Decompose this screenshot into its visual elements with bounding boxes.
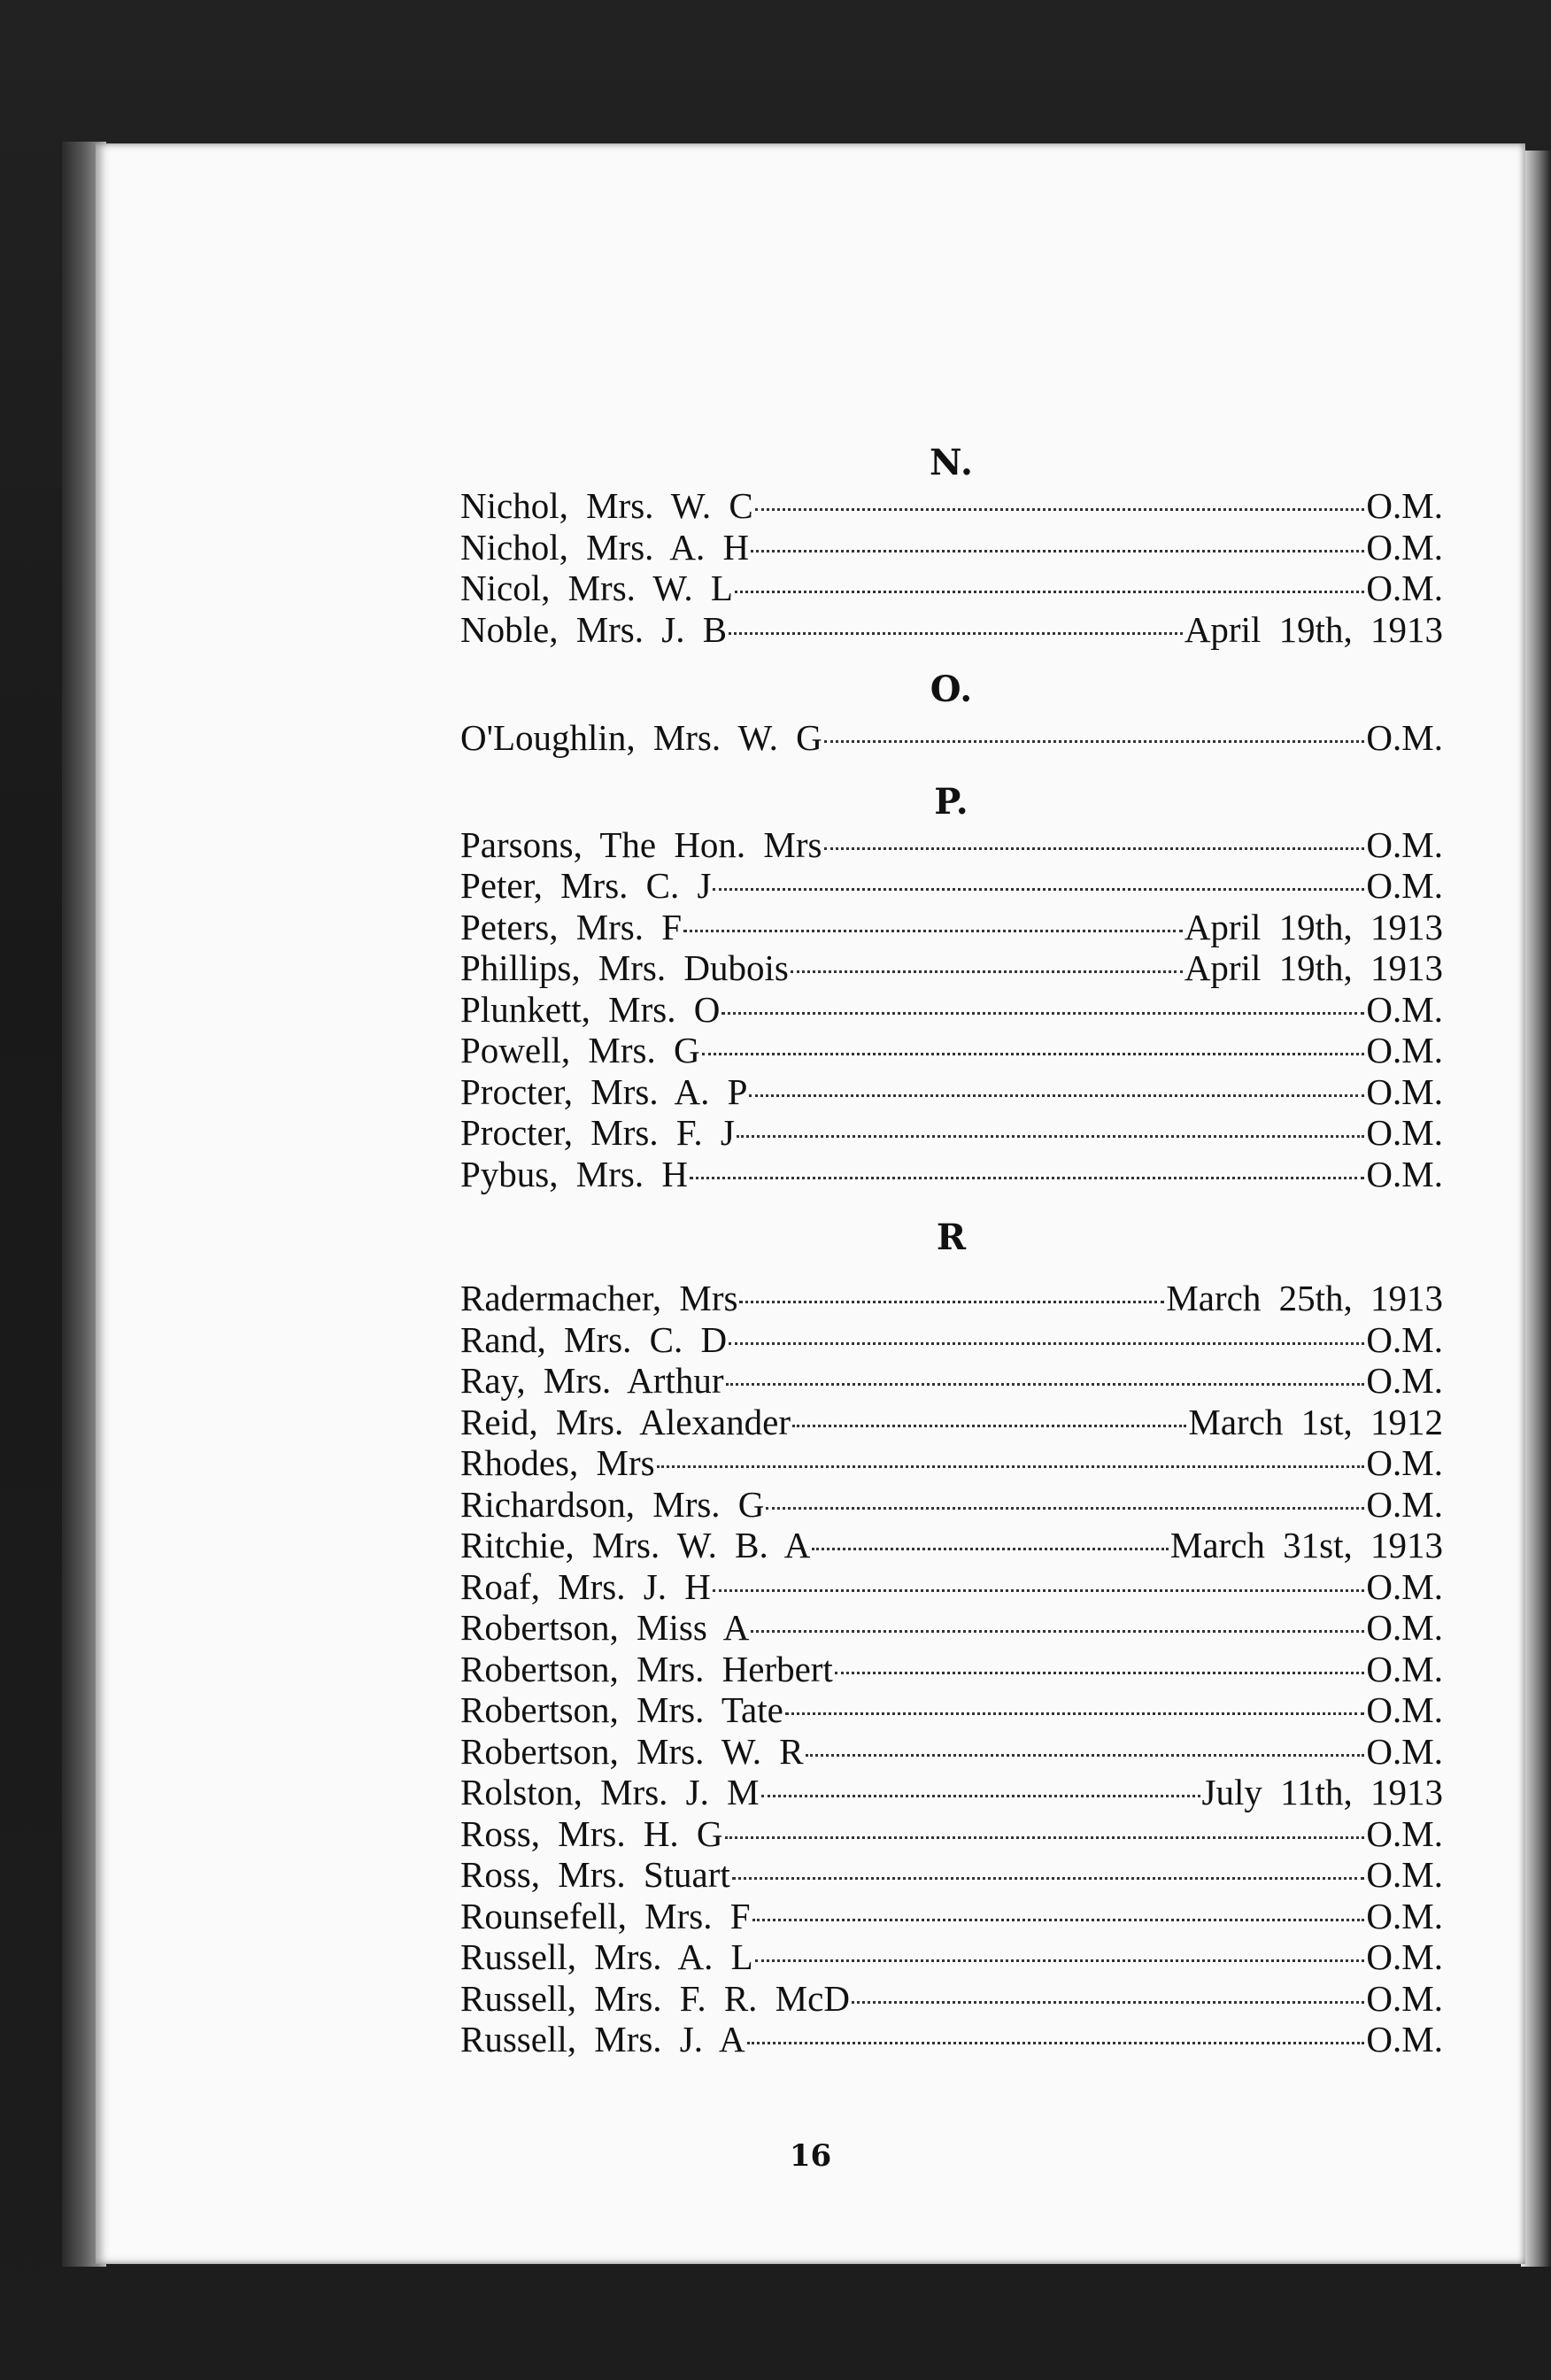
- list-entry: [460, 1813, 1443, 1855]
- dot-leader: [690, 1177, 1364, 1179]
- entry-status: O.M.: [1366, 1153, 1443, 1194]
- list-entry: [460, 1442, 1443, 1484]
- entry-status: April 19th, 1913: [1184, 947, 1443, 988]
- dot-leader: [792, 1425, 1186, 1427]
- entry-status: O.M.: [1366, 1442, 1443, 1483]
- dot-leader: [713, 1589, 1365, 1592]
- entry-status: O.M.: [1366, 1977, 1443, 2019]
- entry-name: Robertson, Miss A: [460, 1607, 750, 1648]
- list-entry: [460, 1360, 1443, 1402]
- entry-name: Peters, Mrs. F: [460, 906, 683, 947]
- entry-status: April 19th, 1913: [1184, 608, 1443, 650]
- list-entry: [460, 1402, 1443, 1443]
- list-entry: [460, 1319, 1443, 1361]
- list-entry: [460, 1278, 1443, 1319]
- entry-status: O.M.: [1366, 1318, 1443, 1360]
- list-entry: [460, 2019, 1443, 2060]
- entry-status: O.M.: [1366, 865, 1443, 906]
- entry-name: Plunkett, Mrs. O: [460, 988, 721, 1030]
- dot-leader: [852, 2001, 1364, 2004]
- section-heading-n: N.: [930, 442, 974, 483]
- entry-name: Noble, Mrs. J. B: [460, 608, 728, 650]
- list-entry: [460, 1731, 1443, 1773]
- entry-name: Nicol, Mrs. W. L: [460, 568, 733, 608]
- list-entry: [460, 1978, 1443, 2020]
- entry-status: March 25th, 1913: [1166, 1278, 1443, 1318]
- dot-leader: [751, 1630, 1364, 1633]
- entry-name: Powell, Mrs. G: [460, 1030, 700, 1070]
- entry-name: Nichol, Mrs. W. C: [460, 485, 753, 526]
- entry-name: Rand, Mrs. C. D: [460, 1318, 728, 1360]
- entry-status: O.M.: [1366, 1648, 1443, 1689]
- dot-leader: [729, 1342, 1364, 1345]
- entry-name: Peter, Mrs. C. J: [460, 865, 712, 906]
- entry-name: Procter, Mrs. F. J: [460, 1112, 735, 1153]
- entry-status: O.M.: [1366, 1689, 1443, 1730]
- entry-name: Procter, Mrs. A. P: [460, 1070, 748, 1112]
- entry-status: O.M.: [1366, 988, 1443, 1030]
- list-entry: [460, 1071, 1443, 1113]
- list-entry: [460, 1649, 1443, 1690]
- member-list: [460, 443, 1443, 2060]
- dot-leader: [785, 1712, 1365, 1715]
- list-entry: [460, 865, 1443, 907]
- entry-status: O.M.: [1366, 1070, 1443, 1112]
- list-entry: [460, 907, 1443, 948]
- list-entry: [460, 1689, 1443, 1731]
- entry-name: Ray, Mrs. Arthur: [460, 1360, 724, 1401]
- list-entry: [460, 1566, 1443, 1608]
- entry-status: O.M.: [1366, 1483, 1443, 1525]
- list-entry: [460, 1772, 1443, 1813]
- entry-name: Robertson, Mrs. Herbert: [460, 1648, 833, 1689]
- dot-leader: [702, 1053, 1365, 1055]
- entry-name: Ritchie, Mrs. W. B. A: [460, 1525, 811, 1565]
- document-page: [96, 143, 1525, 2264]
- entry-status: O.M.: [1366, 1112, 1443, 1153]
- entry-status: O.M.: [1366, 526, 1443, 568]
- list-entry: [460, 1896, 1443, 1937]
- list-entry: [460, 1112, 1443, 1154]
- dot-leader: [766, 1507, 1364, 1510]
- entry-status: March 31st, 1913: [1169, 1525, 1443, 1565]
- section-list-p: [460, 824, 1443, 1195]
- dot-leader: [683, 930, 1183, 932]
- entry-status: O.M.: [1366, 717, 1443, 758]
- list-entry: [460, 824, 1443, 866]
- entry-status: O.M.: [1366, 823, 1443, 865]
- dot-leader: [824, 847, 1365, 850]
- list-entry: [460, 1484, 1443, 1526]
- entry-name: Ross, Mrs. H. G: [460, 1812, 723, 1854]
- section-list-r: [460, 1278, 1443, 2060]
- entry-name: Rhodes, Mrs: [460, 1442, 655, 1483]
- entry-status: O.M.: [1366, 1854, 1443, 1895]
- list-entry: [460, 1030, 1443, 1071]
- entry-status: O.M.: [1366, 485, 1443, 526]
- entry-status: O.M.: [1366, 1895, 1443, 1936]
- list-entry: [460, 717, 1443, 759]
- entry-name: Robertson, Mrs. Tate: [460, 1689, 783, 1730]
- dot-leader: [739, 1301, 1164, 1303]
- entry-name: Parsons, The Hon. Mrs: [460, 823, 822, 865]
- dot-leader: [749, 1094, 1364, 1097]
- entry-name: Radermacher, Mrs: [460, 1278, 738, 1318]
- entry-status: O.M.: [1366, 1565, 1443, 1607]
- entry-name: Rounsefell, Mrs. F: [460, 1895, 751, 1936]
- section-heading-p: P.: [934, 780, 969, 823]
- list-entry: [460, 1525, 1443, 1566]
- dot-leader: [657, 1465, 1365, 1468]
- entry-name: Russell, Mrs. F. R. McD: [460, 1977, 850, 2019]
- section-list-n: [460, 485, 1443, 650]
- dot-leader: [806, 1754, 1365, 1757]
- entry-status: O.M.: [1366, 1730, 1443, 1772]
- section-list-o: [460, 717, 1443, 759]
- entry-name: Pybus, Mrs. H: [460, 1153, 688, 1194]
- list-entry: [460, 1607, 1443, 1649]
- dot-leader: [751, 550, 1364, 552]
- list-entry: [460, 947, 1443, 989]
- entry-name: Rolston, Mrs. J. M: [460, 1772, 760, 1812]
- dot-leader: [732, 1877, 1365, 1880]
- list-entry: [460, 568, 1443, 609]
- entry-name: Phillips, Mrs. Dubois: [460, 947, 789, 988]
- entry-name: Robertson, Mrs. W. R: [460, 1730, 804, 1772]
- dot-leader: [713, 888, 1364, 891]
- list-entry: [460, 485, 1443, 527]
- dot-leader: [755, 1959, 1365, 1962]
- section-heading-o: O.: [930, 668, 974, 710]
- dot-leader: [835, 1672, 1365, 1674]
- dot-leader: [824, 740, 1365, 743]
- entry-name: Russell, Mrs. A. L: [460, 1936, 753, 1977]
- dot-leader: [721, 1012, 1364, 1015]
- entry-status: April 19th, 1913: [1184, 906, 1443, 947]
- entry-name: Reid, Mrs. Alexander: [460, 1401, 791, 1442]
- dot-leader: [726, 1383, 1365, 1386]
- entry-status: March 1st, 1912: [1188, 1401, 1443, 1442]
- dot-leader: [791, 970, 1183, 973]
- entry-status: O.M.: [1366, 1812, 1443, 1854]
- entry-status: O.M.: [1366, 1607, 1443, 1648]
- list-entry: [460, 1854, 1443, 1896]
- list-entry: [460, 1936, 1443, 1978]
- dot-leader: [812, 1548, 1169, 1550]
- dot-leader: [725, 1836, 1365, 1839]
- entry-name: Richardson, Mrs. G: [460, 1483, 765, 1525]
- dot-leader: [761, 1795, 1200, 1797]
- list-entry: [460, 989, 1443, 1031]
- entry-status: O.M.: [1366, 2019, 1443, 2059]
- entry-name: Russell, Mrs. J. A: [460, 2019, 745, 2059]
- dot-leader: [737, 1135, 1365, 1138]
- entry-name: O'Loughlin, Mrs. W. G: [460, 717, 822, 758]
- entry-name: Nichol, Mrs. A. H: [460, 526, 750, 568]
- entry-status: O.M.: [1366, 1030, 1443, 1070]
- list-entry: [460, 609, 1443, 651]
- dot-leader: [752, 1919, 1365, 1921]
- entry-status: O.M.: [1366, 1936, 1443, 1977]
- section-heading-r: R: [936, 1217, 968, 1258]
- list-entry: [460, 527, 1443, 568]
- entry-status: O.M.: [1366, 1360, 1443, 1401]
- entry-status: O.M.: [1366, 568, 1443, 608]
- entry-name: Ross, Mrs. Stuart: [460, 1854, 730, 1895]
- entry-status: July 11th, 1913: [1201, 1772, 1443, 1812]
- list-entry: [460, 1154, 1443, 1195]
- entry-name: Roaf, Mrs. J. H: [460, 1565, 711, 1607]
- dot-leader: [729, 632, 1183, 635]
- page-number: 16: [789, 2138, 832, 2174]
- dot-leader: [755, 508, 1365, 511]
- page-right-edge: [1521, 151, 1551, 2267]
- dot-leader: [735, 591, 1365, 593]
- dot-leader: [747, 2042, 1365, 2044]
